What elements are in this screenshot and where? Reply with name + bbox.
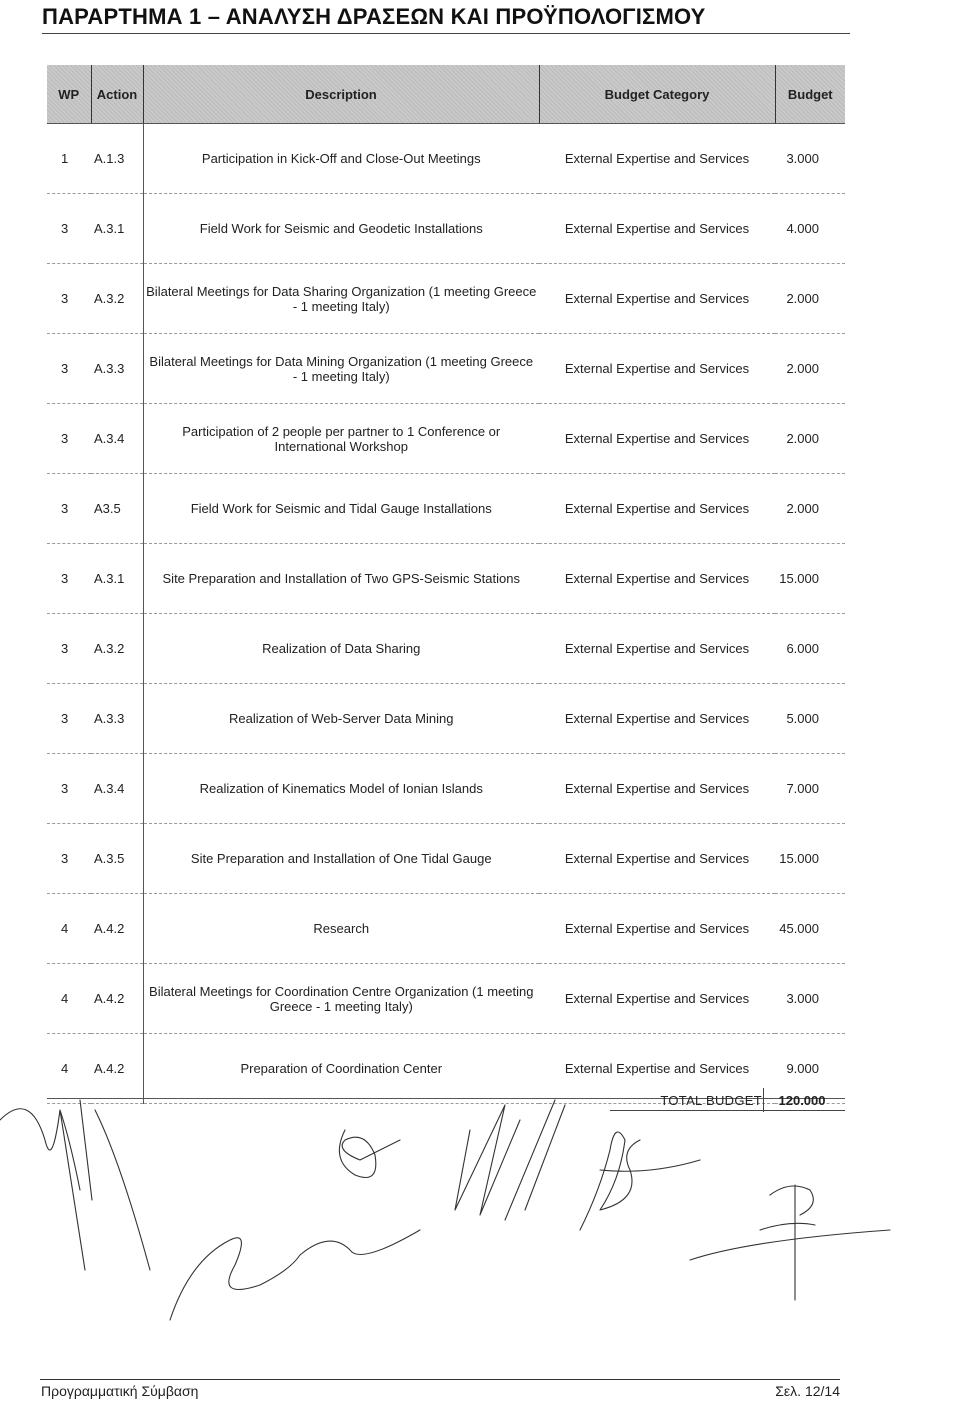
wp-cell: 4 xyxy=(47,894,91,964)
header-budget: Budget xyxy=(775,65,845,124)
description-cell: Realization of Data Sharing xyxy=(143,614,539,684)
wp-cell: 1 xyxy=(47,124,91,194)
wp-cell: 3 xyxy=(47,404,91,474)
action-cell: A.1.3 xyxy=(91,124,143,194)
action-cell: A.3.2 xyxy=(91,614,143,684)
table-row xyxy=(47,684,845,754)
budget-category-cell: External Expertise and Services xyxy=(539,544,775,614)
wp-cell: 4 xyxy=(47,1034,91,1104)
header-budget-category: Budget Category xyxy=(539,65,775,124)
table-row xyxy=(47,404,845,474)
description-cell: Site Preparation and Installation of Two GPS-Seismic Stations xyxy=(143,544,539,614)
table-row xyxy=(47,824,845,894)
action-cell: A.3.4 xyxy=(91,754,143,824)
budget-cell: 2.000 xyxy=(775,264,845,334)
budget-category-cell: External Expertise and Services xyxy=(539,404,775,474)
budget-category-cell: External Expertise and Services xyxy=(539,264,775,334)
budget-category-cell: External Expertise and Services xyxy=(539,684,775,754)
wp-cell: 3 xyxy=(47,194,91,264)
budget-category-cell: External Expertise and Services xyxy=(539,194,775,264)
table-row xyxy=(47,894,845,964)
footer-page-number: Σελ. 12/14 xyxy=(775,1383,840,1399)
description-cell: Field Work for Seismic and Tidal Gauge Installations xyxy=(143,474,539,544)
signature-stroke-loop xyxy=(339,1130,400,1178)
budget-cell: 2.000 xyxy=(775,404,845,474)
budget-cell: 6.000 xyxy=(775,614,845,684)
description-cell: Research xyxy=(143,894,539,964)
description-cell: Preparation of Coordination Center xyxy=(143,1034,539,1104)
handwritten-signatures xyxy=(0,1080,960,1360)
wp-cell: 4 xyxy=(47,964,91,1034)
table-row xyxy=(47,964,845,1034)
action-cell: A.3.4 xyxy=(91,404,143,474)
signature-stroke-left xyxy=(0,1100,150,1270)
table-row xyxy=(47,544,845,614)
wp-cell: 3 xyxy=(47,684,91,754)
action-cell: A.3.2 xyxy=(91,264,143,334)
total-budget-label: TOTAL BUDGET xyxy=(660,1093,762,1108)
wp-cell: 3 xyxy=(47,474,91,544)
header-action: Action xyxy=(91,65,143,124)
wp-cell: 3 xyxy=(47,544,91,614)
action-cell: A.3.3 xyxy=(91,334,143,404)
signature-stroke-slash xyxy=(455,1100,565,1220)
header-wp: WP xyxy=(47,65,91,124)
budget-cell: 4.000 xyxy=(775,194,845,264)
action-cell: A.3.3 xyxy=(91,684,143,754)
wp-cell: 3 xyxy=(47,264,91,334)
budget-category-cell: External Expertise and Services xyxy=(539,1034,775,1104)
page-title: ΠΑΡΑΡΤΗΜΑ 1 – ΑΝΑΛΥΣΗ ΔΡΑΣΕΩΝ ΚΑΙ ΠΡΟΫΠΟΛΟΓΙΣΜΟΥ xyxy=(42,4,706,29)
footer-rule xyxy=(40,1379,840,1380)
description-cell: Bilateral Meetings for Data Mining Organization (1 meeting Greece - 1 meeting Italy) xyxy=(143,334,539,404)
table-row xyxy=(47,334,845,404)
table-row xyxy=(47,754,845,824)
description-cell: Bilateral Meetings for Data Sharing Organization (1 meeting Greece - 1 meeting Italy) xyxy=(143,264,539,334)
budget-cell: 2.000 xyxy=(775,334,845,404)
table-row xyxy=(47,124,845,194)
wp-cell: 3 xyxy=(47,824,91,894)
description-cell: Site Preparation and Installation of One Tidal Gauge xyxy=(143,824,539,894)
budget-category-cell: External Expertise and Services xyxy=(539,964,775,1034)
description-cell: Participation of 2 people per partner to 1 Conference or International Workshop xyxy=(143,404,539,474)
description-cell: Bilateral Meetings for Coordination Centre Organization (1 meeting Greece - 1 meeting Italy) xyxy=(143,964,539,1034)
table-row xyxy=(47,264,845,334)
budget-category-cell: External Expertise and Services xyxy=(539,754,775,824)
budget-cell: 9.000 xyxy=(775,1034,845,1104)
budget-category-cell: External Expertise and Services xyxy=(539,824,775,894)
budget-cell: 3.000 xyxy=(775,964,845,1034)
budget-cell: 3.000 xyxy=(775,124,845,194)
table-header-row xyxy=(47,65,845,124)
wp-cell: 3 xyxy=(47,334,91,404)
budget-category-cell: External Expertise and Services xyxy=(539,124,775,194)
title-underline xyxy=(42,33,850,34)
budget-cell: 7.000 xyxy=(775,754,845,824)
signature-stroke-far-right xyxy=(690,1185,890,1300)
action-cell: A.3.1 xyxy=(91,544,143,614)
action-cell: A.3.1 xyxy=(91,194,143,264)
budget-category-cell: External Expertise and Services xyxy=(539,334,775,404)
budget-cell: 2.000 xyxy=(775,474,845,544)
wp-cell: 3 xyxy=(47,754,91,824)
header-description: Description xyxy=(143,65,539,124)
action-cell: A.4.2 xyxy=(91,1034,143,1104)
budget-category-cell: External Expertise and Services xyxy=(539,894,775,964)
action-cell: A3.5 xyxy=(91,474,143,544)
description-cell: Participation in Kick-Off and Close-Out Meetings xyxy=(143,124,539,194)
budget-cell: 45.000 xyxy=(775,894,845,964)
wp-cell: 3 xyxy=(47,614,91,684)
total-budget-value: 120.000 xyxy=(778,1093,826,1108)
table-row xyxy=(47,474,845,544)
budget-table xyxy=(47,65,845,1104)
signature-stroke-right xyxy=(580,1132,700,1230)
description-cell: Realization of Kinematics Model of Ionian Islands xyxy=(143,754,539,824)
action-cell: A.4.2 xyxy=(91,894,143,964)
description-cell: Realization of Web-Server Data Mining xyxy=(143,684,539,754)
budget-cell: 5.000 xyxy=(775,684,845,754)
description-cell: Field Work for Seismic and Geodetic Installations xyxy=(143,194,539,264)
table-row xyxy=(47,194,845,264)
budget-cell: 15.000 xyxy=(775,544,845,614)
budget-category-cell: External Expertise and Services xyxy=(539,614,775,684)
action-cell: A.4.2 xyxy=(91,964,143,1034)
budget-category-cell: External Expertise and Services xyxy=(539,474,775,544)
action-cell: A.3.5 xyxy=(91,824,143,894)
signature-stroke-center-left xyxy=(170,1230,420,1320)
budget-cell: 15.000 xyxy=(775,824,845,894)
footer-document-name: Προγραμματική Σύμβαση xyxy=(41,1383,199,1399)
table-row xyxy=(47,614,845,684)
